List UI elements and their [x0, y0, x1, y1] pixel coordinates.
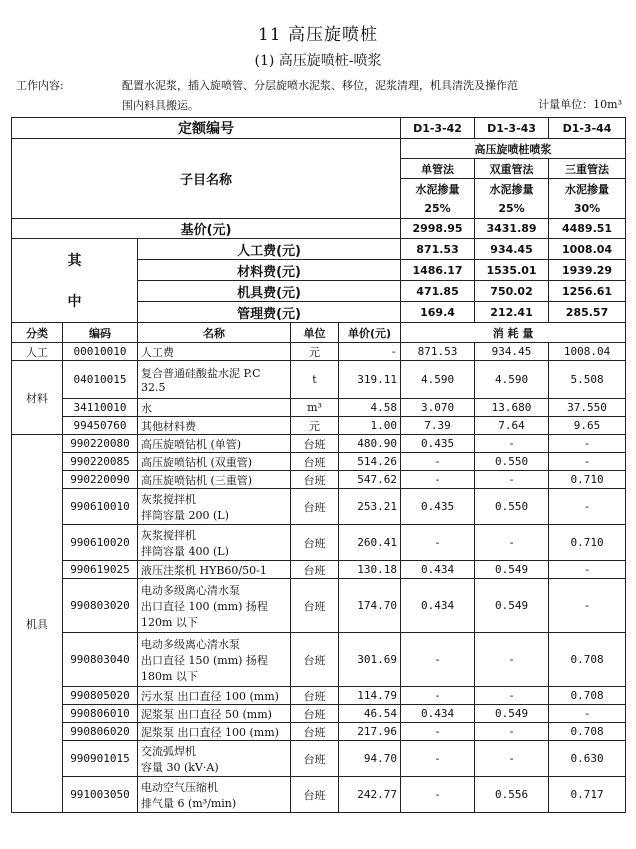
row-consumption: -	[401, 687, 475, 705]
row-price: 514.26	[339, 453, 401, 471]
row-consumption: 37.550	[549, 399, 626, 417]
row-consumption: -	[401, 741, 475, 777]
row-consumption: -	[549, 561, 626, 579]
row-unit: 台班	[291, 561, 339, 579]
dosage-value: 25%	[475, 199, 549, 219]
col-class-header: 分类	[12, 323, 63, 343]
row-consumption: 13.680	[475, 399, 549, 417]
row-code: 990806020	[63, 723, 138, 741]
row-consumption: -	[549, 579, 626, 633]
row-name-line: 拌筒容量 400 (L)	[141, 544, 229, 558]
row-name	[138, 633, 291, 687]
row-consumption: 4.590	[475, 361, 549, 399]
row-consumption: -	[549, 705, 626, 723]
method-label: 双重管法	[475, 159, 549, 179]
row-unit: 台班	[291, 741, 339, 777]
row-name-line: 出口直径 100 (mm) 扬程	[141, 599, 268, 613]
row-consumption: -	[475, 633, 549, 687]
fee-value: 471.85	[401, 281, 475, 302]
row-consumption: -	[549, 453, 626, 471]
row-name	[138, 435, 291, 453]
of-which-label: 中	[12, 281, 138, 323]
fee-value: 934.45	[475, 239, 549, 260]
fee-value: 1535.01	[475, 260, 549, 281]
row-price: 1.00	[339, 417, 401, 435]
row-name	[138, 705, 291, 723]
row-code: 990610020	[63, 525, 138, 561]
row-unit: 台班	[291, 525, 339, 561]
row-consumption: 0.708	[549, 723, 626, 741]
row-price: 547.62	[339, 471, 401, 489]
fee-value: 285.57	[549, 302, 626, 323]
row-name	[138, 561, 291, 579]
method-label: 三重管法	[549, 159, 626, 179]
row-name	[138, 723, 291, 741]
fee-label: 人工费(元)	[138, 239, 401, 260]
row-consumption: -	[475, 723, 549, 741]
row-name	[138, 399, 291, 417]
row-name	[138, 741, 291, 777]
col-name-header: 名称	[138, 323, 291, 343]
row-consumption: 5.508	[549, 361, 626, 399]
group-label: 高压旋喷桩喷浆	[401, 139, 626, 159]
work-content-text: 配置水泥浆，插入旋喷管、分层旋喷水泥浆、移位，泥浆清理，机具清洗及操作范围内料具搬运。	[122, 79, 518, 112]
category-material: 材料	[12, 361, 63, 435]
row-code: 990805020	[63, 687, 138, 705]
row-name-line: 其他材料费	[141, 419, 196, 433]
measurement-unit: 计量单位：10m³	[538, 98, 622, 111]
row-price: 46.54	[339, 705, 401, 723]
row-name	[138, 453, 291, 471]
fee-value: 1939.29	[549, 260, 626, 281]
row-price: 480.90	[339, 435, 401, 453]
of-which-label: 其	[12, 239, 138, 281]
row-name-line: 水	[141, 401, 152, 415]
row-consumption: 7.64	[475, 417, 549, 435]
dosage-value: 25%	[401, 199, 475, 219]
row-name-line: 32.5	[141, 381, 166, 394]
row-name	[138, 525, 291, 561]
category-machine: 机具	[12, 435, 63, 813]
dosage-label: 水泥掺量	[475, 179, 549, 199]
row-consumption: 0.549	[475, 579, 549, 633]
item-name-label: 子目名称	[12, 139, 401, 219]
fee-value: 750.02	[475, 281, 549, 302]
row-consumption: 0.434	[401, 561, 475, 579]
row-name	[138, 777, 291, 813]
row-name-line: 高压旋喷钻机 (双重管)	[141, 455, 253, 469]
row-code: 991003050	[63, 777, 138, 813]
row-consumption: -	[401, 453, 475, 471]
row-name-line: 排气量 6 (m³/min)	[141, 796, 237, 810]
row-name	[138, 471, 291, 489]
row-consumption: 934.45	[475, 343, 549, 361]
row-consumption: -	[475, 687, 549, 705]
method-label: 单管法	[401, 159, 475, 179]
row-price: 260.41	[339, 525, 401, 561]
row-consumption: 0.434	[401, 579, 475, 633]
row-name-line: 容量 30 (kV·A)	[141, 760, 219, 774]
row-name-line: 120m 以下	[141, 615, 198, 629]
base-price-value: 4489.51	[549, 219, 626, 239]
row-name-line: 高压旋喷钻机 (单管)	[141, 437, 242, 451]
row-unit: 台班	[291, 435, 339, 453]
row-code: 990220090	[63, 471, 138, 489]
row-unit: m³	[291, 399, 339, 417]
row-name-line: 高压旋喷钻机 (三重管)	[141, 473, 253, 487]
quota-code: D1-3-43	[475, 118, 549, 139]
row-unit: 台班	[291, 453, 339, 471]
row-price: 130.18	[339, 561, 401, 579]
row-code: 990610010	[63, 489, 138, 525]
page-title: 11 高压旋喷桩	[257, 25, 379, 45]
col-price-header: 单价(元)	[339, 323, 401, 343]
quota-table	[11, 117, 626, 813]
row-consumption: -	[401, 633, 475, 687]
row-consumption: 0.549	[475, 561, 549, 579]
row-price: 4.58	[339, 399, 401, 417]
row-consumption: 0.710	[549, 525, 626, 561]
row-consumption: 0.435	[401, 435, 475, 453]
fee-value: 1486.17	[401, 260, 475, 281]
row-code: 990803020	[63, 579, 138, 633]
row-name-line: 灰浆搅拌机	[141, 492, 196, 506]
row-name-line: 灰浆搅拌机	[141, 528, 196, 542]
row-code: 990220080	[63, 435, 138, 453]
quota-code: D1-3-42	[401, 118, 475, 139]
row-price: -	[339, 343, 401, 361]
row-consumption: -	[475, 471, 549, 489]
dosage-value: 30%	[549, 199, 626, 219]
row-consumption: 871.53	[401, 343, 475, 361]
row-name-line: 电动多级离心清水泵	[141, 583, 240, 597]
row-consumption: 0.549	[475, 705, 549, 723]
row-code: 34110010	[63, 399, 138, 417]
row-price: 253.21	[339, 489, 401, 525]
fee-label: 管理费(元)	[138, 302, 401, 323]
row-unit: 台班	[291, 579, 339, 633]
row-consumption: 0.434	[401, 705, 475, 723]
row-name-line: 污水泵 出口直径 100 (mm)	[141, 689, 279, 703]
col-unit-header: 单位	[291, 323, 339, 343]
row-consumption: 3.070	[401, 399, 475, 417]
fee-label: 材料费(元)	[138, 260, 401, 281]
row-consumption: 0.717	[549, 777, 626, 813]
row-code: 990619025	[63, 561, 138, 579]
row-consumption: 4.590	[401, 361, 475, 399]
row-consumption: -	[549, 435, 626, 453]
row-consumption: -	[401, 777, 475, 813]
row-name-line: 泥浆泵 出口直径 100 (mm)	[141, 725, 279, 739]
row-consumption: -	[401, 471, 475, 489]
row-name-line: 拌筒容量 200 (L)	[141, 508, 229, 522]
row-code: 990220085	[63, 453, 138, 471]
row-consumption: 0.708	[549, 687, 626, 705]
row-consumption: 7.39	[401, 417, 475, 435]
row-name-line: 交流弧焊机	[141, 744, 196, 758]
row-code: 990806010	[63, 705, 138, 723]
row-unit: 台班	[291, 633, 339, 687]
row-name: 人工费	[138, 343, 291, 361]
fee-value: 169.4	[401, 302, 475, 323]
row-consumption: -	[401, 525, 475, 561]
row-price: 319.11	[339, 361, 401, 399]
base-price-value: 3431.89	[475, 219, 549, 239]
row-name-line: 电动空气压缩机	[141, 780, 218, 794]
row-code: 990803040	[63, 633, 138, 687]
row-consumption: -	[475, 525, 549, 561]
row-consumption: 0.708	[549, 633, 626, 687]
quota-code: D1-3-44	[549, 118, 626, 139]
row-price: 94.70	[339, 741, 401, 777]
row-consumption: 0.630	[549, 741, 626, 777]
row-code: 99450760	[63, 417, 138, 435]
row-consumption: -	[549, 489, 626, 525]
row-price: 301.69	[339, 633, 401, 687]
row-name-line: 电动多级离心清水泵	[141, 637, 240, 651]
row-unit: 元	[291, 343, 339, 361]
col-code-header: 编码	[63, 323, 138, 343]
row-consumption: 9.65	[549, 417, 626, 435]
row-price: 242.77	[339, 777, 401, 813]
row-consumption: 1008.04	[549, 343, 626, 361]
row-unit: 台班	[291, 705, 339, 723]
row-unit: 台班	[291, 777, 339, 813]
row-unit: 台班	[291, 723, 339, 741]
row-consumption: -	[401, 723, 475, 741]
dosage-label: 水泥掺量	[549, 179, 626, 199]
row-consumption: -	[475, 741, 549, 777]
row-unit: 台班	[291, 471, 339, 489]
row-price: 114.79	[339, 687, 401, 705]
row-unit: t	[291, 361, 339, 399]
row-consumption: 0.710	[549, 471, 626, 489]
row-name	[138, 687, 291, 705]
row-name-line: 出口直径 150 (mm) 扬程	[141, 653, 268, 667]
category-labor: 人工	[12, 343, 63, 361]
row-code: 990901015	[63, 741, 138, 777]
fee-value: 1256.61	[549, 281, 626, 302]
row-name	[138, 489, 291, 525]
row-unit: 台班	[291, 489, 339, 525]
row-name-line: 液压注浆机 HYB60/50-1	[141, 563, 267, 577]
row-name	[138, 417, 291, 435]
quota-no-label: 定额编号	[12, 118, 401, 139]
row-consumption: 0.435	[401, 489, 475, 525]
row-unit: 台班	[291, 687, 339, 705]
row-consumption: 0.550	[475, 453, 549, 471]
work-content-label: 工作内容:	[16, 79, 64, 92]
row-name	[138, 579, 291, 633]
section-subtitle: (1) 高压旋喷桩-喷浆	[254, 53, 382, 69]
row-consumption: -	[475, 435, 549, 453]
row-price: 174.70	[339, 579, 401, 633]
row-name	[138, 361, 291, 399]
row-unit: 元	[291, 417, 339, 435]
base-price-label: 基价(元)	[12, 219, 401, 239]
row-name-line: 180m 以下	[141, 669, 198, 683]
row-code: 04010015	[63, 361, 138, 399]
col-consumption-header: 消 耗 量	[401, 323, 626, 343]
fee-value: 212.41	[475, 302, 549, 323]
row-consumption: 0.550	[475, 489, 549, 525]
fee-value: 1008.04	[549, 239, 626, 260]
row-price: 217.96	[339, 723, 401, 741]
row-name-line: 泥浆泵 出口直径 50 (mm)	[141, 707, 272, 721]
row-name-line: 复合普通硅酸盐水泥 P.C	[141, 367, 261, 380]
row-code: 00010010	[63, 343, 138, 361]
row-consumption: 0.556	[475, 777, 549, 813]
dosage-label: 水泥掺量	[401, 179, 475, 199]
fee-value: 871.53	[401, 239, 475, 260]
fee-label: 机具费(元)	[138, 281, 401, 302]
base-price-value: 2998.95	[401, 219, 475, 239]
